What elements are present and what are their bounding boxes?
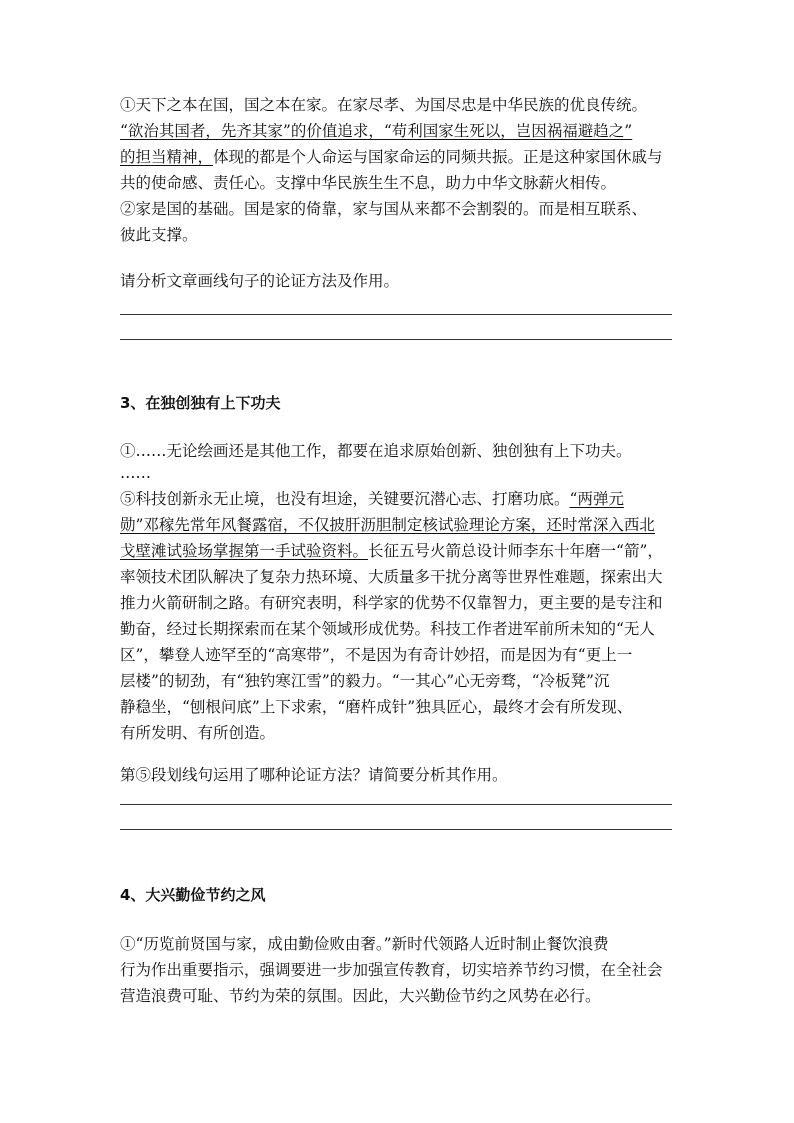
text: ⑤科技创新永无止境，也没有坦途，关键要沉潜心志、打磨功底。 <box>120 490 570 508</box>
paragraph-line-underlined <box>120 118 680 144</box>
text: 层楼”的韧劲，有“独钓寒江雪”的毅力。“一其心”心无旁骛，“冷板凳”沉 <box>120 672 610 690</box>
answer-line[interactable] <box>120 804 672 805</box>
underlined-text: “两弹元 <box>569 490 624 508</box>
underlined-text: “欲治其国者，先齐其家”的价值追求，“苟利国家生死以，岂因祸福避趋之” <box>120 122 633 140</box>
paragraph-line <box>120 196 680 222</box>
text: 勤奋，经过长期探索而在某个领域形成优势。科技工作者进军前所未知的“无人 <box>120 620 655 638</box>
answer-line[interactable] <box>120 314 672 315</box>
text: 营造浪费可耻、节约为荣的氛围。因此，大兴勤俭节约之风势在必行。 <box>120 987 601 1005</box>
text: ②家是国的基础。国是家的倚靠，家与国从来都不会割裂的。而是相互联系、 <box>120 200 648 218</box>
text: 长征五号火箭总设计师李东十年磨一“箭”， <box>368 542 663 560</box>
paragraph-line <box>120 144 680 170</box>
answer-line[interactable] <box>120 339 672 340</box>
paragraph-line-underlined <box>120 512 680 538</box>
paragraph-line <box>120 222 680 248</box>
paragraph-line <box>120 983 680 1009</box>
text: ①……无论绘画还是其他工作，都要在追求原始创新、独创独有上下功夫。 <box>120 442 632 460</box>
text: 共的使命感、责任心。支撑中华民族生生不息，助力中华文脉薪火相传。 <box>120 174 617 192</box>
text: 率领技术团队解决了复杂力热环境、大质量多干扰分离等世界性难题，探索出大 <box>120 568 663 586</box>
paragraph-line <box>120 92 680 118</box>
paragraph-line <box>120 486 680 512</box>
text: 第⑤段划线句运用了哪种论证方法？请简要分析其作用。 <box>120 766 508 784</box>
paragraph-line <box>120 931 680 957</box>
paragraph-line <box>120 720 680 746</box>
text: ①天下之本在国，国之本在家。在家尽孝、为国尽忠是中华民族的优良传统。 <box>120 96 648 114</box>
text: 彼此支撑。 <box>120 226 198 244</box>
paragraph-line <box>120 642 680 668</box>
question-text <box>120 762 680 788</box>
text: 静稳坐，“刨根问底”上下求索，“磨杵成针”独具匠心，最终才会有所发现、 <box>120 698 633 716</box>
text: 区”，攀登人迹罕至的“高寒带”，不是因为有奇计妙招，而是因为有“更上一 <box>120 646 633 664</box>
text: 行为作出重要指示，强调要进一步加强宣传教育，切实培养节约习惯，在全社会 <box>120 961 663 979</box>
text: …… <box>120 464 151 482</box>
text: ①“历览前贤国与家，成由勤俭败由奢。”新时代领路人近时制止餐饮浪费 <box>120 935 609 953</box>
text: 有所发明、有所创造。 <box>120 724 276 742</box>
paragraph-line <box>120 616 680 642</box>
section-heading: 3、在独创独有上下功夫 <box>120 394 281 412</box>
paragraph-line <box>120 564 680 590</box>
paragraph-line <box>120 538 680 564</box>
underlined-text: 的担当精神， <box>120 148 214 166</box>
text: 推力火箭研制之路。有研究表明，科学家的优势不仅靠智力，更主要的是专注和 <box>120 594 663 612</box>
section-heading: 4、大兴勤俭节约之风 <box>120 886 266 904</box>
text: 体现的都是个人命运与国家命运的同频共振。正是这种家国休戚与 <box>213 148 663 166</box>
text: 请分析文章画线句子的论证方法及作用。 <box>120 272 400 290</box>
answer-line[interactable] <box>120 829 672 830</box>
question-text <box>120 268 680 294</box>
paragraph-line <box>120 460 680 486</box>
paragraph-line <box>120 694 680 720</box>
paragraph-line <box>120 957 680 983</box>
paragraph-line <box>120 170 680 196</box>
paragraph-line <box>120 590 680 616</box>
paragraph-line <box>120 668 680 694</box>
underlined-text: 戈壁滩试验场掌握第一手试验资料。 <box>120 542 369 560</box>
underlined-text: 勋”邓稼先常年风餐露宿，不仅披肝沥胆制定核试验理论方案，还时常深入西北 <box>120 516 655 534</box>
